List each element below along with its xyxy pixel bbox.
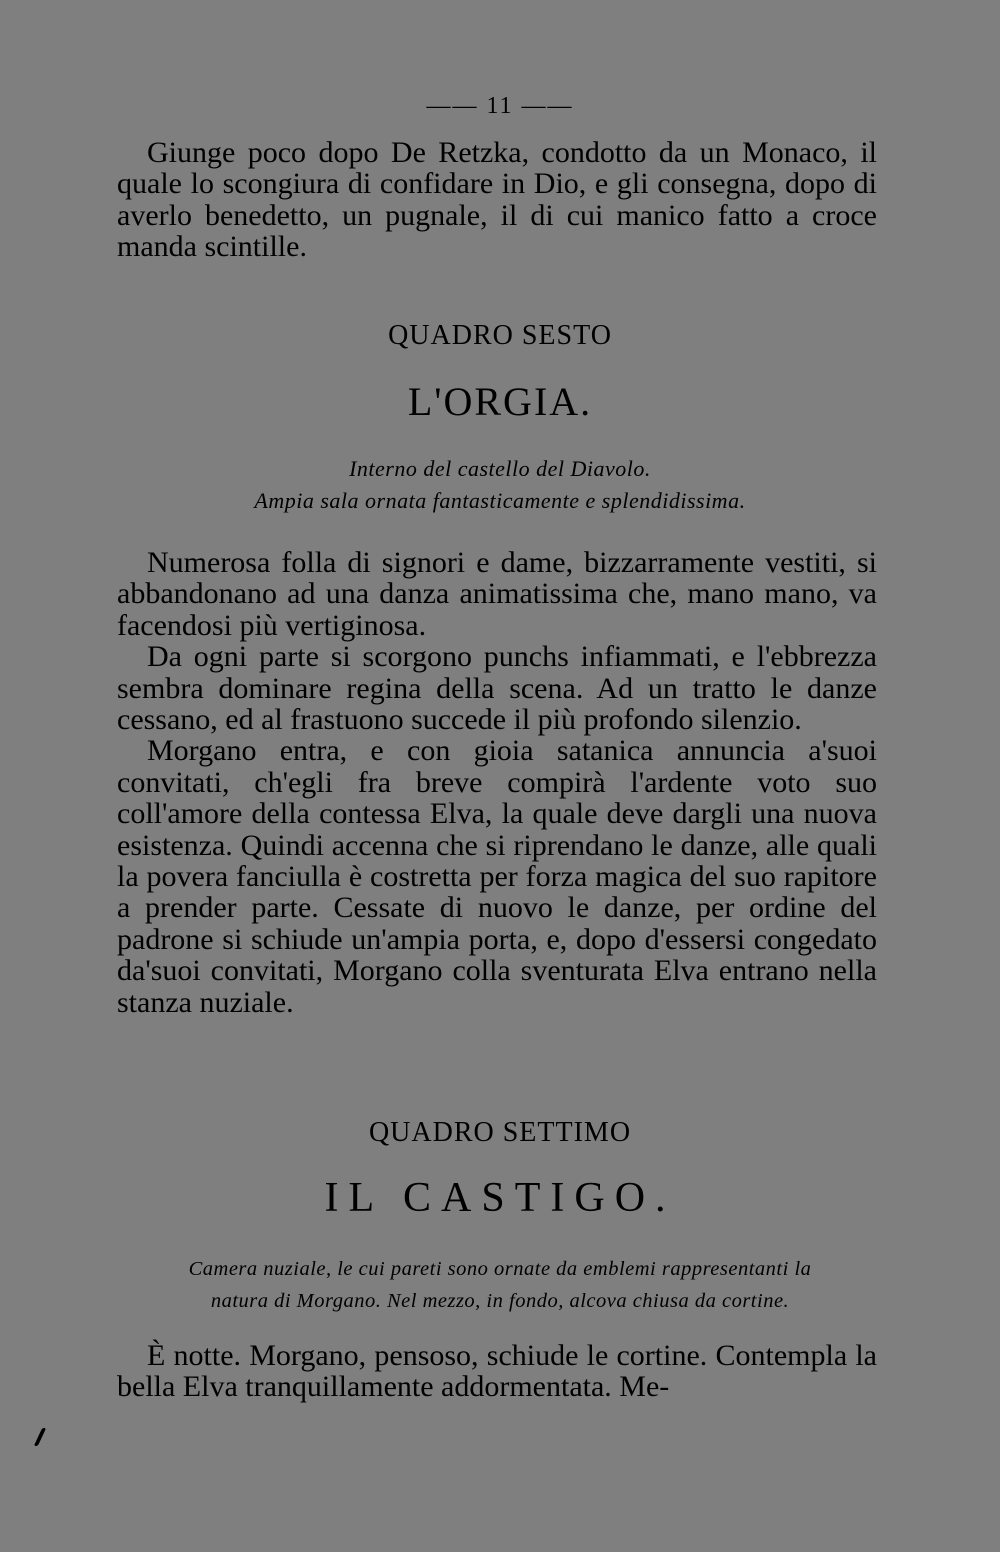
body-paragraph: Numerosa folla di signori e dame, bizzarramente vestiti, si abbandonano ad una danza animatissima che, mano mano, va facendosi più vertiginosa. bbox=[117, 546, 877, 642]
intro-paragraph: Giunge poco dopo De Retzka, condotto da un Monaco, il quale lo scongiura di confidare in Dio, e gli consegna, dopo di averlo benedetto, un pugnale, il di cui manico fatto a croce manda scintille. bbox=[117, 136, 877, 264]
stage-direction bbox=[110, 1253, 890, 1317]
stage-direction-line: Ampia sala ornata fantasticamente e splendidissima. bbox=[254, 488, 746, 513]
intro-paragraph-block bbox=[117, 137, 877, 263]
body-paragraph: Morgano entra, e con gioia satanica annuncia a'suoi convitati, ch'egli fra breve compirà l'ardente voto suo coll'amore della contessa Elva, la quale deve dargli una nuova esistenza. Quindi accenna che si riprendano le danze, alle quali la povera fanciulla è costretta per forza magica del suo rapitore a prender parte. Cessate di nuovo le danze, per ordine del padrone si schiude un'ampia porta, e, dopo d'essersi congedato da'suoi convitati, Morgano colla sventurata Elva entrano nella stanza nuziale. bbox=[117, 734, 877, 1019]
stage-direction-line: Camera nuziale, le cui pareti sono ornate da emblemi rappresentanti la bbox=[188, 1258, 812, 1280]
section-body bbox=[117, 547, 877, 1018]
body-paragraph: Da ogni parte si scorgono punchs infiammati, e l'ebbrezza sembra dominare regina della scena. Ad un tratto le danze cessano, ed al frastuono succede il più profondo silenzio. bbox=[117, 640, 877, 737]
stage-direction bbox=[100, 453, 900, 517]
section-body bbox=[117, 1340, 877, 1403]
stage-direction-line: natura di Morgano. Nel mezzo, in fondo, alcova chiusa da cortine. bbox=[210, 1290, 790, 1312]
section-title: IL CASTIGO. bbox=[324, 1175, 676, 1221]
ink-mark bbox=[34, 1428, 46, 1446]
stage-direction-line: Interno del castello del Diavolo. bbox=[349, 456, 651, 481]
section-label: QUADRO SETTIMO bbox=[368, 1117, 632, 1148]
page-number: —— 11 —— bbox=[426, 93, 574, 119]
body-paragraph: È notte. Morgano, pensoso, schiude le cortine. Contempla la bella Elva tranquillamente addormentata. Me- bbox=[117, 1339, 877, 1404]
section-label: QUADRO SESTO bbox=[388, 320, 612, 351]
section-title: L'ORGIA. bbox=[407, 379, 593, 424]
